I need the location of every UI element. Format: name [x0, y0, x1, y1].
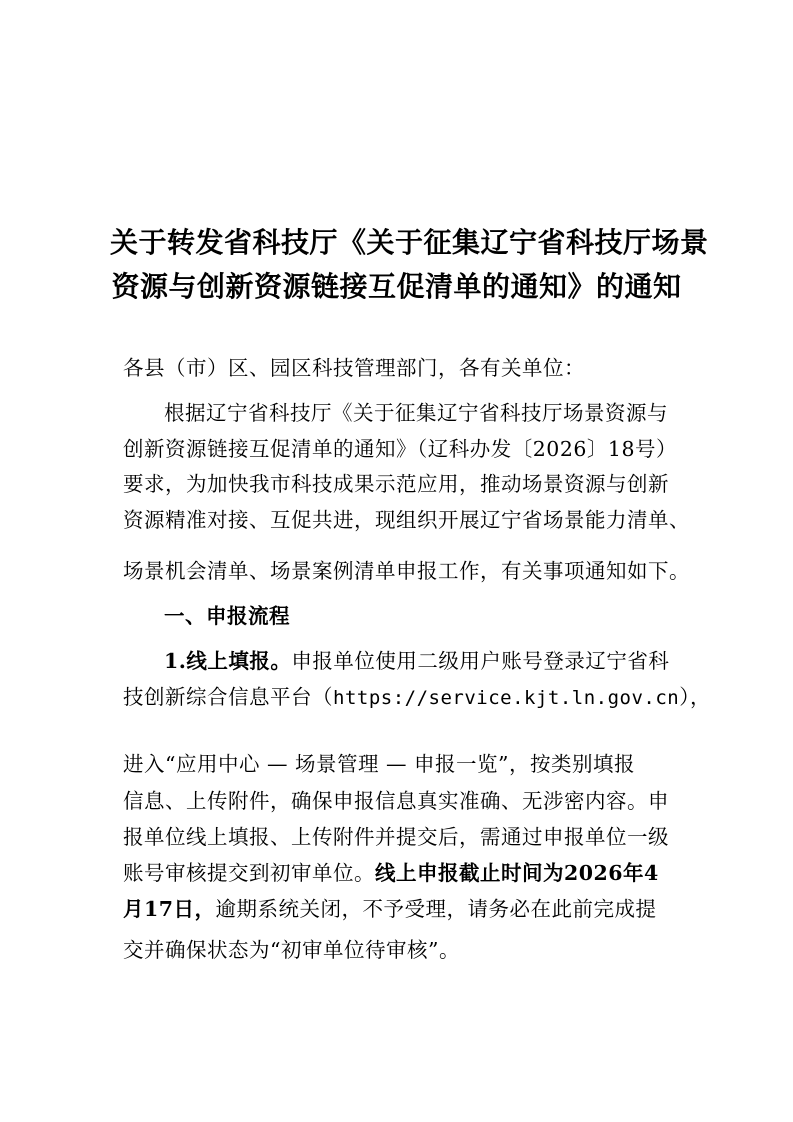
platform-url-link[interactable]: https://service.kjt.ln.gov.cn: [333, 687, 680, 709]
item1-line-2-pre: 技创新综合信息平台（: [123, 685, 333, 709]
salutation: 各县（市）区、园区科技管理部门，各有关单位：: [123, 356, 585, 380]
item1-line-7: [123, 894, 657, 924]
intro-line-5: 场景机会清单、场景案例清单申报工作，有关事项通知如下。: [123, 559, 690, 583]
title-line-1: 关于转发省科技厅《关于征集辽宁省科技厅场景: [110, 226, 709, 259]
item1-line-2: [123, 682, 711, 713]
deadline-text-part-1: 线上申报截止时间为2026年4: [375, 861, 659, 885]
title-line-2: 资源与创新资源链接互促清单的通知》的通知: [111, 270, 682, 303]
intro-line-3: 要求，为加快我市科技成果示范应用，推动场景资源与创新: [123, 472, 669, 496]
intro-line-4: 资源精准对接、互促共进，现组织开展辽宁省场景能力清单、: [123, 508, 690, 532]
intro-line-2: 创新资源链接互促清单的通知》（辽科办发〔2026〕18号）: [123, 437, 678, 461]
section-heading-1: 一、申报流程: [164, 604, 290, 628]
item1-line-4: 信息、上传附件，确保申报信息真实准确、无涉密内容。申: [123, 789, 669, 813]
item1-line-3: 进入“应用中心 — 场景管理 — 申报一览”，按类别填报: [123, 752, 636, 776]
item1-label: 1.线上填报。: [164, 649, 292, 673]
intro-line-1: 根据辽宁省科技厅《关于征集辽宁省科技厅场景资源与: [164, 401, 668, 425]
item1-line-7-rest: 逾期系统关闭，不予受理，请务必在此前完成提: [215, 897, 657, 921]
document-title: [110, 221, 709, 309]
item1-line-8: 交并确保状态为“初审单位待审核”。: [123, 938, 460, 962]
deadline-text-part-2: 月17日，: [123, 897, 216, 921]
item1-line-2-post: ），: [679, 685, 711, 709]
item1-line-1-text: 申报单位使用二级用户账号登录辽宁省科: [291, 649, 670, 673]
item1-line-5: 报单位线上填报、上传附件并提交后，需通过申报单位一级: [123, 825, 669, 849]
item1-line-6: [123, 858, 659, 888]
item1-line-6-pre: 账号审核提交到初审单位。: [123, 861, 375, 885]
item1-line-1: [164, 646, 669, 676]
